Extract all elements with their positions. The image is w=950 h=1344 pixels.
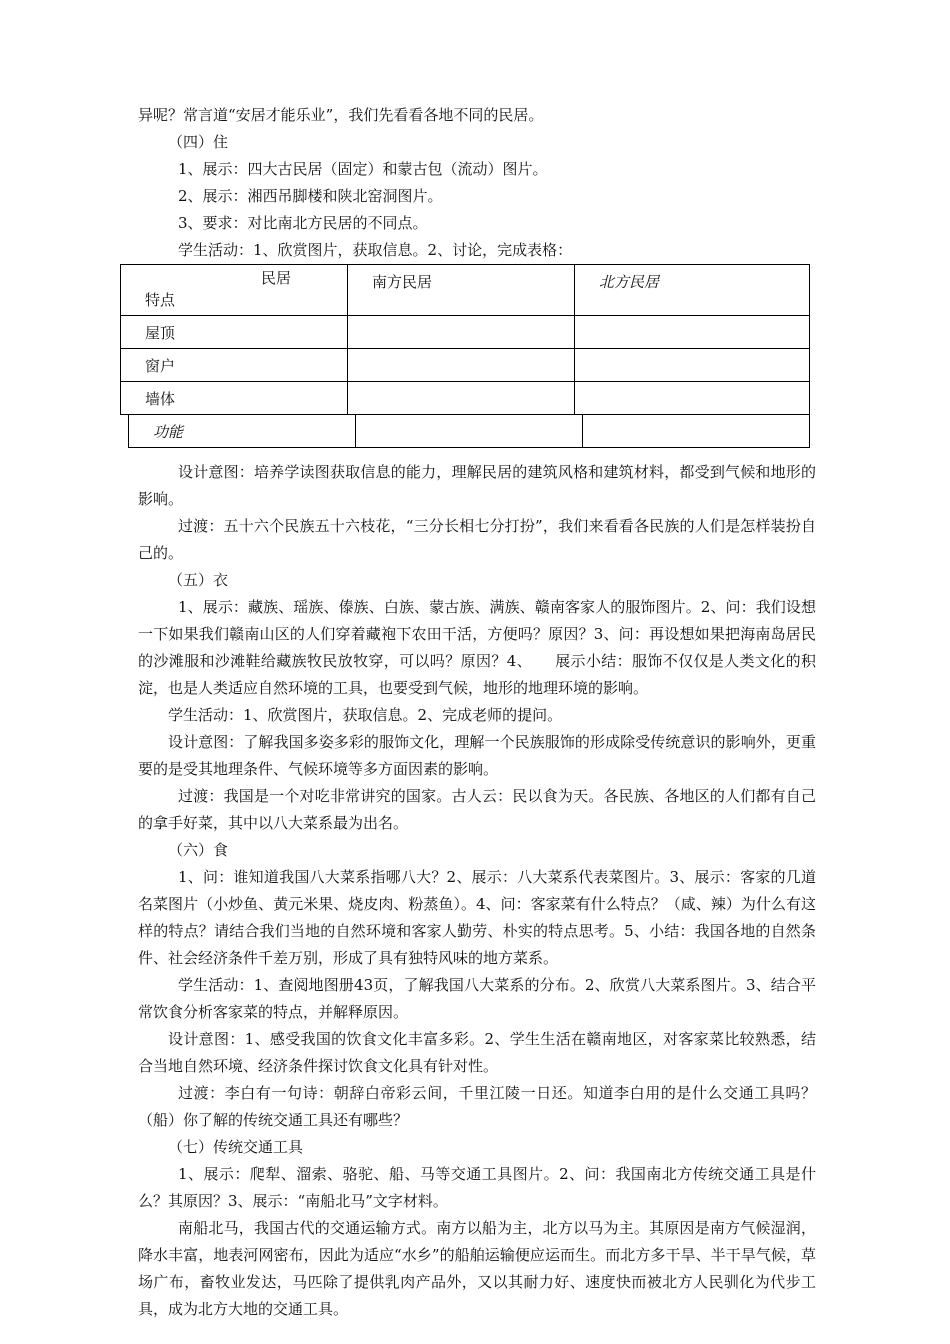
paragraph: 2、展示：湘西吊脚楼和陕北窑洞图片。	[178, 187, 443, 205]
table-cell	[582, 414, 810, 448]
table-row-label-function: 功能	[128, 414, 356, 448]
paragraph: 学生活动：1、欣赏图片，获取信息。2、讨论，完成表格：	[178, 241, 573, 259]
table-header-top-label: 民居	[261, 269, 292, 287]
housing-comparison-table	[120, 264, 816, 441]
table-header-bottom-label: 特点	[145, 291, 176, 309]
paragraph: 过渡：我国是一个对吃非常讲究的国家。古人云：民以食为天。各民族、各地区的人们都有自己的拿手好菜，其中以八大菜系最为出名。	[138, 787, 816, 832]
paragraph: （五）衣	[168, 571, 229, 589]
paragraph: 1、展示：四大古民居（固定）和蒙古包（流动）图片。	[178, 160, 548, 178]
paragraph: 过渡：李白有一句诗：朝辞白帝彩云间，千里江陵一日还。知道李白用的是什么交通工具吗？（船）你了解的传统交通工具还有哪些？	[138, 1084, 816, 1129]
paragraph: （四）住	[168, 133, 229, 151]
paragraph: （六）食	[168, 841, 229, 859]
paragraph: 1、展示：爬犁、溜索、骆驼、船、马等交通工具图片。2、问：我国南北方传统交通工具是什么？其原因？3、展示：“南船北马”文字材料。	[138, 1165, 816, 1210]
paragraph: 1、问：谁知道我国八大菜系指哪八大？2、展示：八大菜系代表菜图片。3、展示：客家的几道名菜图片（小炒鱼、黄元米果、烧皮肉、粉蒸鱼）。4、问：客家菜有什么特点？（咸、辣）为什么有这样的特点？请结合我们当地的自然环境和客家人勤劳、朴实的特点思考。5、小结：我国各地的自然条件、社会经济条件千差万别，形成了具有独特风味的地方菜系。	[138, 868, 816, 967]
paragraph: 学生活动：1、欣赏图片，获取信息。2、完成老师的提问。	[168, 706, 563, 724]
table-row-label-roof: 屋顶	[120, 315, 348, 349]
table-cell	[347, 315, 575, 349]
paragraph: 3、要求：对比南北方民居的不同点。	[178, 214, 428, 232]
table-row-label-wall: 墙体	[120, 381, 348, 415]
paragraph: 设计意图：了解我国多姿多彩的服饰文化，理解一个民族服饰的形成除受传统意识的影响外，更重要的是受其地理条件、气候环境等多方面因素的影响。	[138, 733, 816, 778]
paragraph: 过渡：五十六个民族五十六枝花，“三分长相七分打扮”，我们来看看各民族的人们是怎样装扮自己的。	[138, 517, 816, 562]
paragraph: 南船北马，我国古代的交通运输方式。南方以船为主，北方以马为主。其原因是南方气候湿润，降水丰富，地表河网密布，因此为适应“水乡”的船舶运输便应运而生。而北方多干旱、半干旱气候，草场广布，畜牧业发达，马匹除了提供乳肉产品外，又以其耐力好、速度快而被北方人民驯化为代步工具，成为北方大地的交通工具。	[138, 1219, 816, 1318]
table-row-label-window: 窗户	[120, 348, 348, 382]
paragraph: （七）传统交通工具	[168, 1138, 304, 1156]
table-cell	[355, 414, 583, 448]
table-cell	[574, 381, 810, 415]
table-header-north: 北方民居	[574, 264, 810, 316]
paragraph: 异呢？常言道“安居才能乐业”，我们先看看各地不同的民居。	[138, 106, 544, 124]
section-housing-intro	[138, 102, 816, 264]
table-cell	[574, 315, 810, 349]
paragraph: 设计意图：1、感受我国的饮食文化丰富多彩。2、学生生活在赣南地区，对客家菜比较熟悉，结合当地自然环境、经济条件探讨饮食文化具有针对性。	[138, 1030, 816, 1075]
table-header-diagonal-cell	[120, 264, 348, 316]
paragraph: 1、展示：藏族、瑶族、傣族、白族、蒙古族、满族、赣南客家人的服饰图片。2、问：我们设想一下如果我们赣南山区的人们穿着藏袍下农田干活，方便吗？原因？3、问：再设想如果把海南岛居民的沙滩服和沙滩鞋给藏族牧民放牧穿，可以吗？原因？4、 展示小结：服饰不仅仅是人类文化的积淀，也是人类适应自然环境的工具，也要受到气候，地形的地理环境的影响。	[138, 598, 816, 697]
table-cell	[574, 348, 810, 382]
table-cell	[347, 348, 575, 382]
document-body	[138, 102, 816, 1323]
table-cell	[347, 381, 575, 415]
paragraph: 学生活动：1、查阅地图册43页，了解我国八大菜系的分布。2、欣赏八大菜系图片。3、结合平常饮食分析客家菜的特点，并解释原因。	[138, 976, 816, 1021]
paragraph: 设计意图：培养学读图获取信息的能力，理解民居的建筑风格和建筑材料，都受到气候和地形的影响。	[138, 463, 816, 508]
section-rest	[138, 459, 816, 1323]
table-header-south: 南方民居	[347, 264, 575, 316]
